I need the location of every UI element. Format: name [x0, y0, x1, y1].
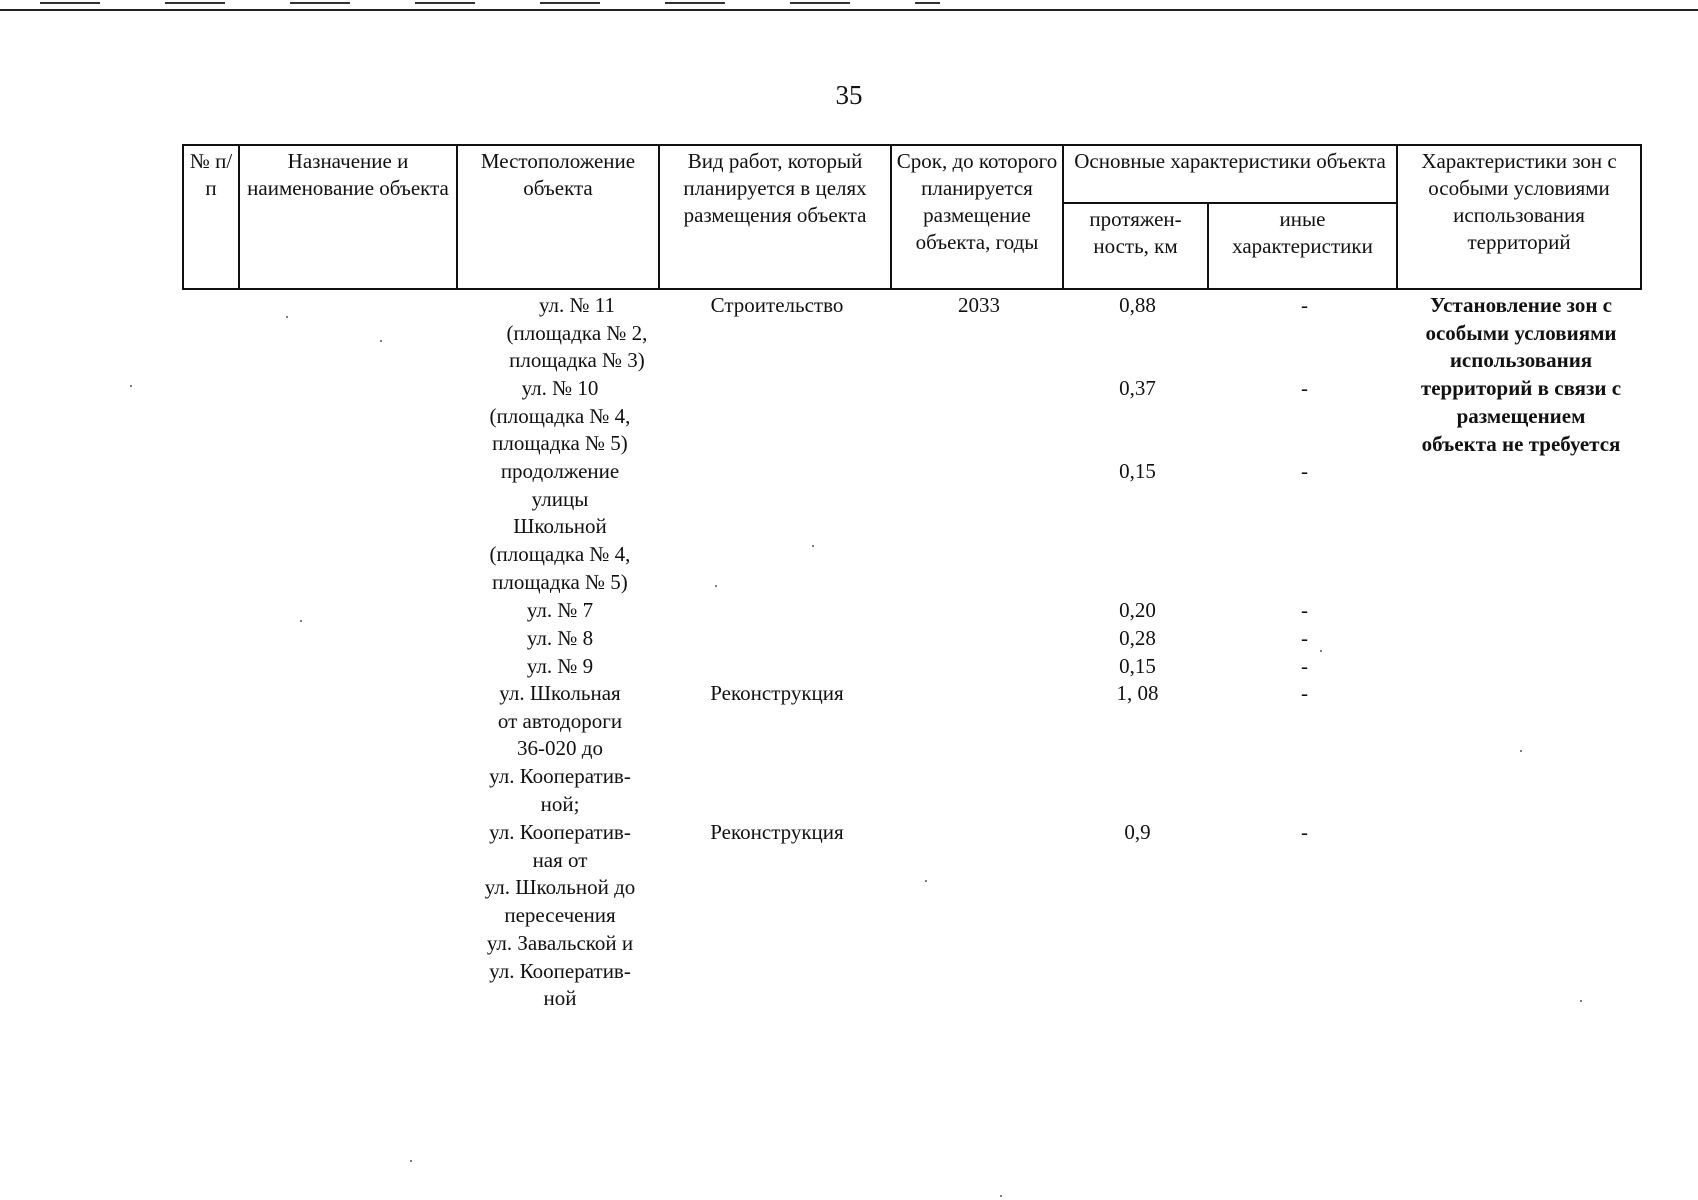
scan-speck [286, 316, 288, 318]
length-cell: 0,28 [1119, 626, 1156, 650]
scan-speck [1320, 650, 1322, 652]
scan-speck [1580, 1000, 1582, 1002]
location-cell: ул. № 8 [526, 626, 594, 650]
location-cell: ул. № 7 [526, 598, 594, 622]
header-num: № п/п [183, 145, 239, 289]
length-cell: 0,20 [1119, 598, 1156, 622]
length-cell: 1, 08 [1116, 681, 1159, 705]
location-cell: ул. Кооператив- ная от ул. Школьной до пересечения ул. Завальской и ул. Кооператив- ной [484, 820, 636, 1011]
header-work-type: Вид работ, который планируется в целях размещения объекта [659, 145, 891, 289]
length-cell: 0,9 [1124, 820, 1151, 844]
location-cell: ул. № 10 (площадка № 4, площадка № 5) [489, 376, 631, 456]
zones-cell: Установление зон с особыми условиями использования территорий в связи с размещением объекта не требуется [1420, 293, 1622, 456]
scan-speck [1520, 750, 1522, 752]
other-cell: - [1301, 459, 1308, 483]
scan-speck [380, 340, 382, 342]
other-cell: - [1301, 293, 1308, 317]
scan-speck [410, 1160, 412, 1162]
other-cell: - [1301, 376, 1308, 400]
scan-speck [1000, 1195, 1002, 1197]
work-type-cell: Реконструкция [710, 681, 844, 705]
year-cell: 2033 [958, 293, 1000, 317]
header-location: Местоположение объекта [457, 145, 659, 289]
work-type-cell: Реконструкция [710, 820, 844, 844]
scan-speck [715, 585, 717, 587]
scan-speck [812, 545, 814, 547]
location-cell: ул. № 11 (площадка № 2, площадка № 3) [506, 293, 648, 373]
scan-speck [130, 385, 132, 387]
length-cell: 0,15 [1119, 654, 1156, 678]
scan-speck [925, 880, 927, 882]
location-cell: ул. Школьная от автодороги 36-020 до ул. Кооператив- ной; [489, 681, 631, 816]
header-main-characteristics: Основные характеристики объекта [1063, 145, 1397, 203]
page-number: 35 [835, 80, 863, 110]
header-length: протяжен- ность, км [1063, 203, 1208, 289]
other-cell: - [1301, 681, 1308, 705]
length-cell: 0,15 [1119, 459, 1156, 483]
header-other: иные характеристики [1208, 203, 1397, 289]
other-cell: - [1301, 598, 1308, 622]
other-cell: - [1301, 820, 1308, 844]
scan-speck [300, 620, 302, 622]
work-type-cell: Строительство [710, 293, 844, 317]
header-zones: Характеристики зон с особыми условиями использования территорий [1397, 145, 1641, 289]
length-cell: 0,37 [1119, 376, 1156, 400]
header-deadline: Срок, до которого планируется размещение объекта, годы [891, 145, 1063, 289]
location-cell: ул. № 9 [526, 654, 594, 678]
other-cell: - [1301, 626, 1308, 650]
location-cell: продолжение улицы Школьной (площадка № 4, площадка № 5) [489, 459, 631, 594]
header-name: Назначение и наименование объекта [239, 145, 457, 289]
length-cell: 0,88 [1119, 293, 1156, 317]
other-cell: - [1301, 654, 1308, 678]
